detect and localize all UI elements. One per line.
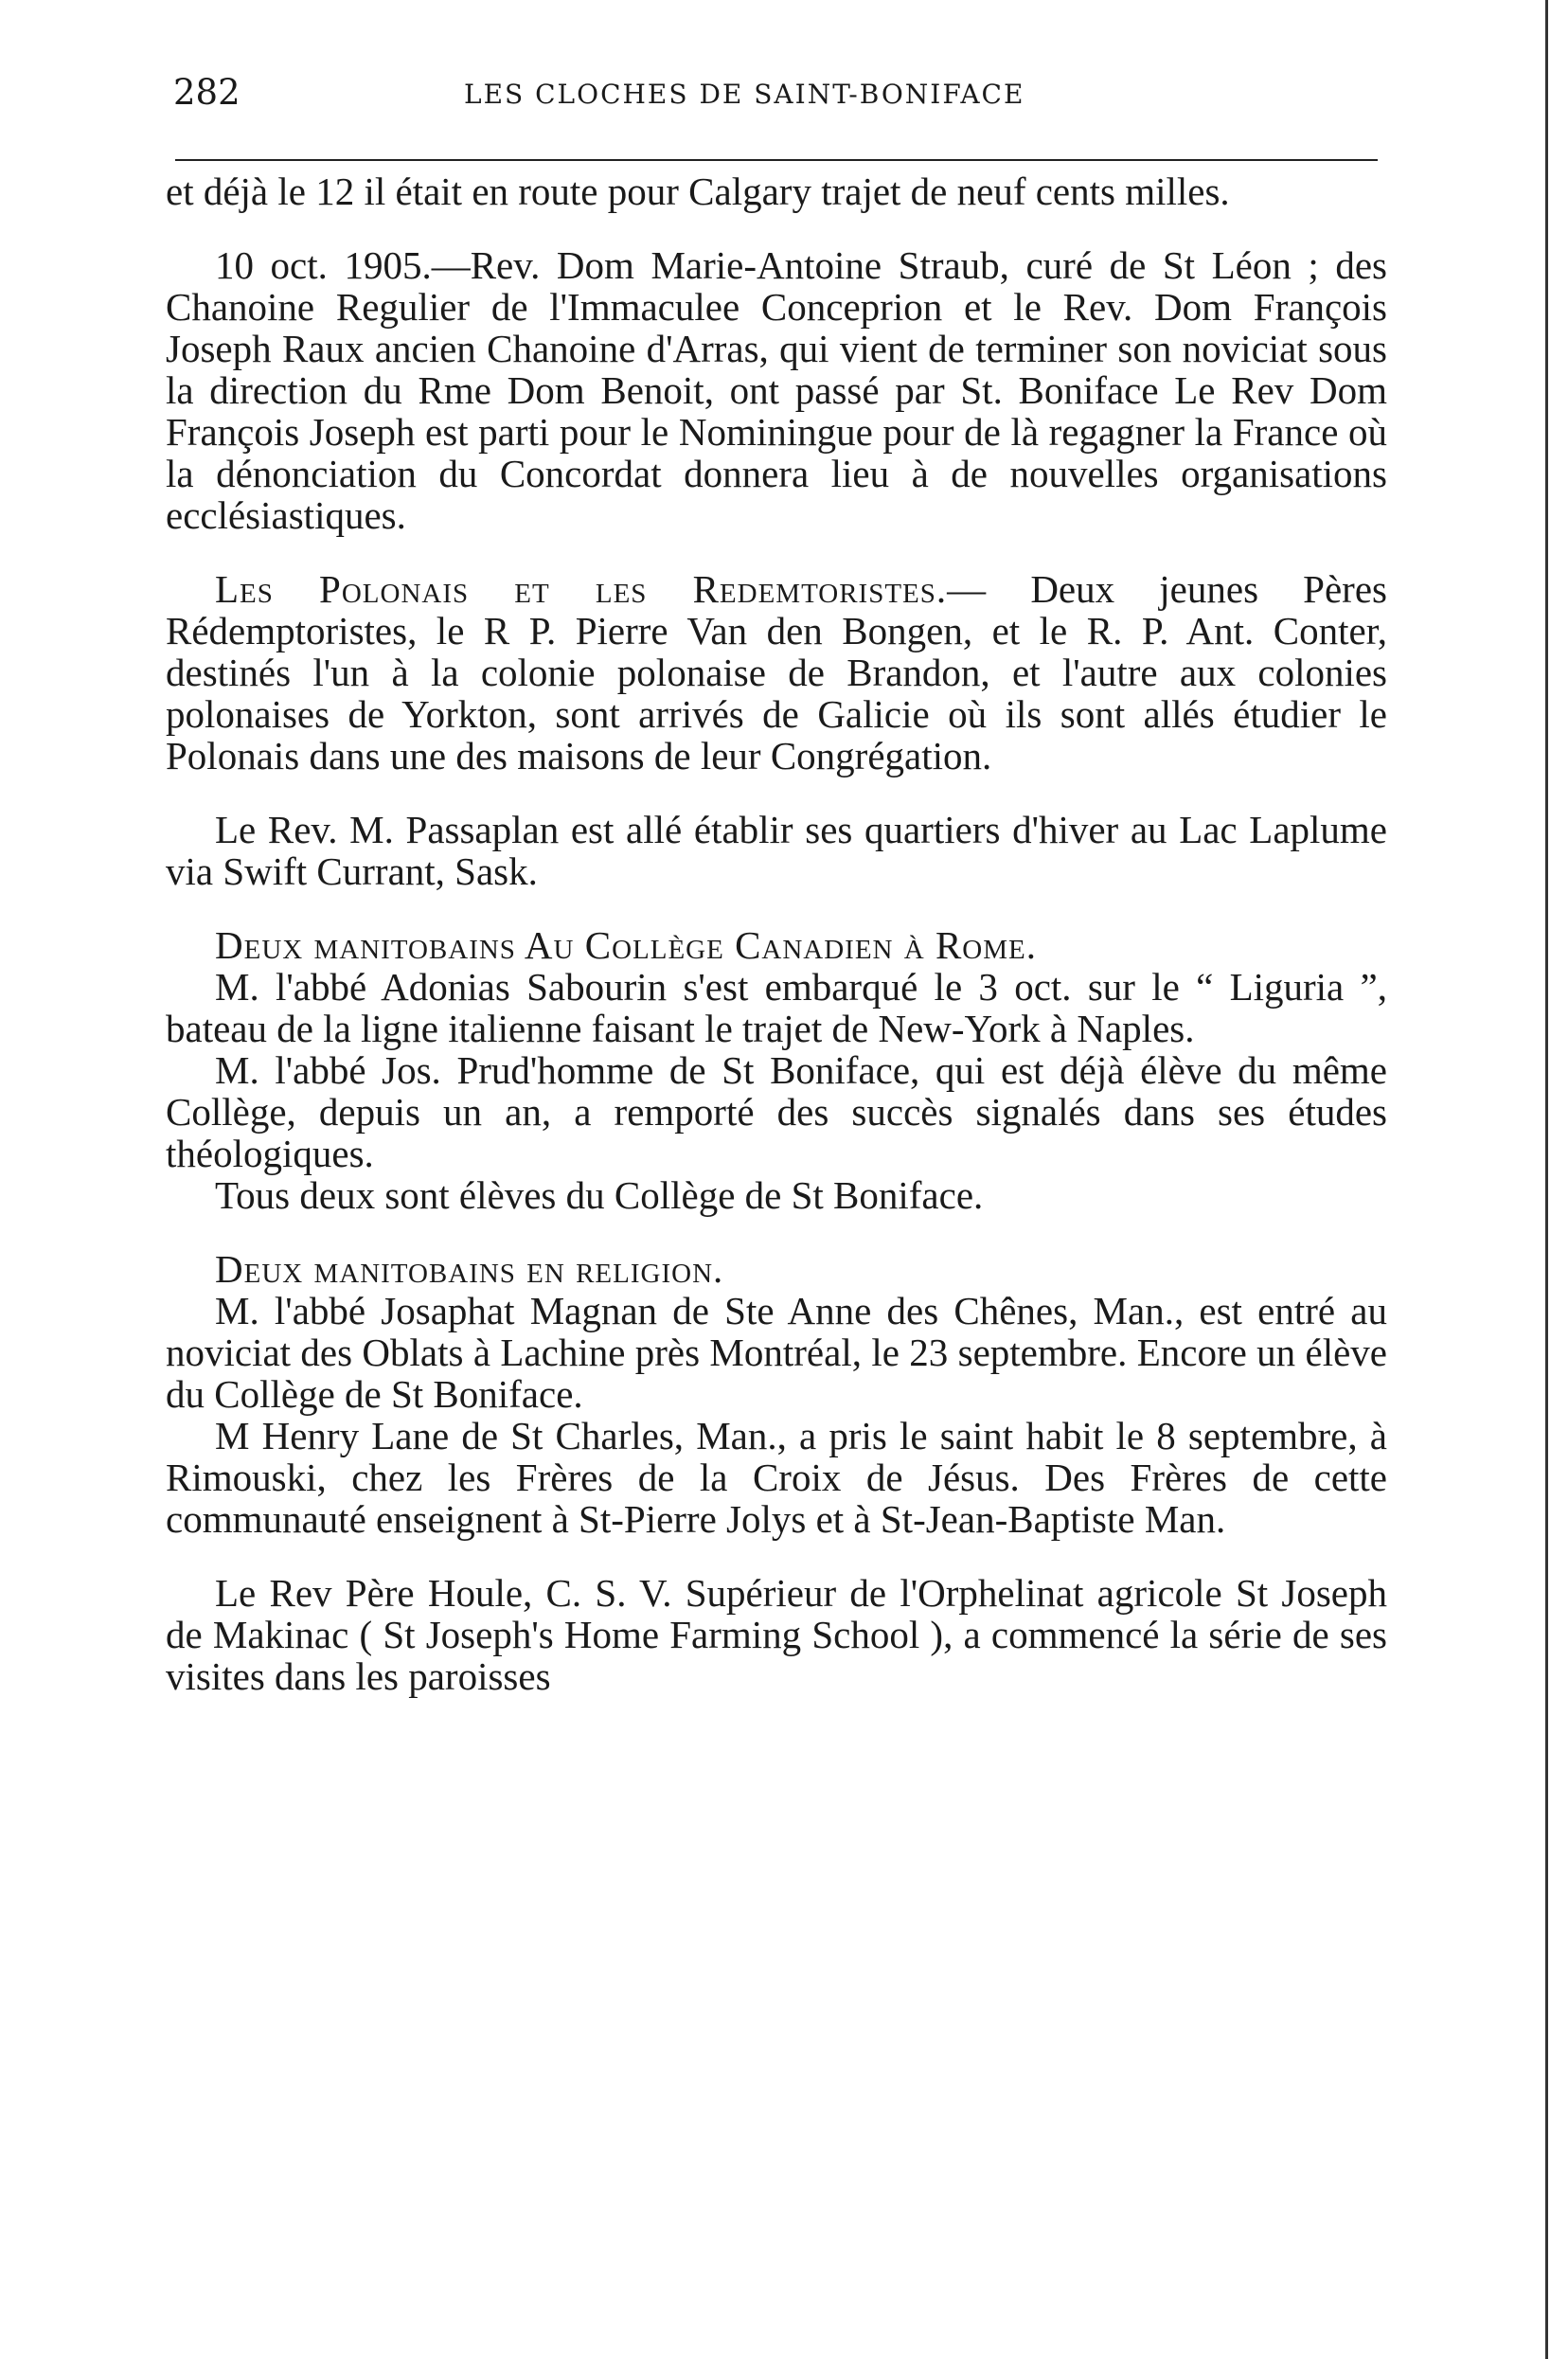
paragraph-prudhomme: M. l'abbé Jos. Prud'homme de St Boniface, qui est déjà élève du même Collège, depuis un an, a remporté des succès signalés dans ses études théologiques. bbox=[166, 1048, 1387, 1175]
paragraph-redemptoristes-body: — Deux jeunes Pères Rédemptoristes, le R P. Pierre Van den Bongen, et le R. P. Ant. Conter, destinés l'un à la colonie polonaise de Brandon, et l'autre aux colonies polonaises de Yorkton, sont arrivés de Galicie où ils sont allés étudier le Polonais dans une des maisons de leur Congrégation. bbox=[166, 567, 1387, 777]
header-rule bbox=[175, 159, 1378, 161]
page-body bbox=[166, 170, 1387, 1729]
section-college-canadien bbox=[166, 924, 1387, 1216]
paragraph-straub: 10 oct. 1905.—Rev. Dom Marie-Antoine Straub, curé de St Léon ; des Chanoine Regulier de l'Immaculee Conceprion et le Rev. Dom François Joseph Raux ancien Chanoine d'Arras, qui vient de terminer son noviciat sous la direction du Rme Dom Benoit, ont passé par St. Boniface Le Rev Dom François Joseph est parti pour le Nominingue pour de là regagner la France où la dénonciation du Concordat donnera lieu à de nouvelles organisations ecclésiastiques. bbox=[166, 243, 1387, 537]
section-heading-religion: Deux manitobains en religion. bbox=[215, 1247, 724, 1291]
page-header bbox=[166, 66, 1387, 125]
section-heading-college: Deux manitobains Au Collège Canadien à Rome. bbox=[215, 923, 1037, 967]
running-title: LES CLOCHES DE SAINT-BONIFACE bbox=[464, 79, 1025, 110]
book-page bbox=[166, 66, 1387, 1698]
paragraph-lane: M Henry Lane de St Charles, Man., a pris le saint habit le 8 septembre, à Rimouski, chez les Frères de la Croix de Jésus. Des Frères de cette communauté enseignent à St-Pierre Jolys et à St-Jean-Baptiste Man. bbox=[166, 1414, 1387, 1541]
paragraph-redemptoristes bbox=[166, 568, 1387, 777]
paragraph-tous-deux: Tous deux sont élèves du Collège de St Boniface. bbox=[215, 1173, 984, 1217]
paragraph-houle: Le Rev Père Houle, C. S. V. Supérieur de l'Orphelinat agricole St Joseph de Makinac ( St Joseph's Home Farming School ), a commencé la série de ses visites dans les paroisses bbox=[166, 1571, 1387, 1698]
section-heading-polonais: Les Polonais et les Redemtoristes. bbox=[215, 567, 948, 611]
paragraph-passaplan: Le Rev. M. Passaplan est allé établir ses quartiers d'hiver au Lac Laplume via Swift Currant, Sask. bbox=[166, 808, 1387, 893]
section-religion bbox=[166, 1248, 1387, 1540]
page-number: 282 bbox=[173, 72, 241, 113]
paragraph-magnan: M. l'abbé Josaphat Magnan de Ste Anne des Chênes, Man., est entré au noviciat des Oblats à Lachine près Montréal, le 23 septembre. Encore un élève du Collège de St Boniface. bbox=[166, 1289, 1387, 1416]
paragraph-sabourin: M. l'abbé Adonias Sabourin s'est embarqué le 3 oct. sur le “ Liguria ”, bateau de la ligne italienne faisant le trajet de New-York à Naples. bbox=[166, 965, 1387, 1050]
page-edge-rule bbox=[1545, 0, 1548, 2359]
paragraph-continuation: et déjà le 12 il était en route pour Calgary trajet de neuf cents milles. bbox=[166, 170, 1230, 213]
